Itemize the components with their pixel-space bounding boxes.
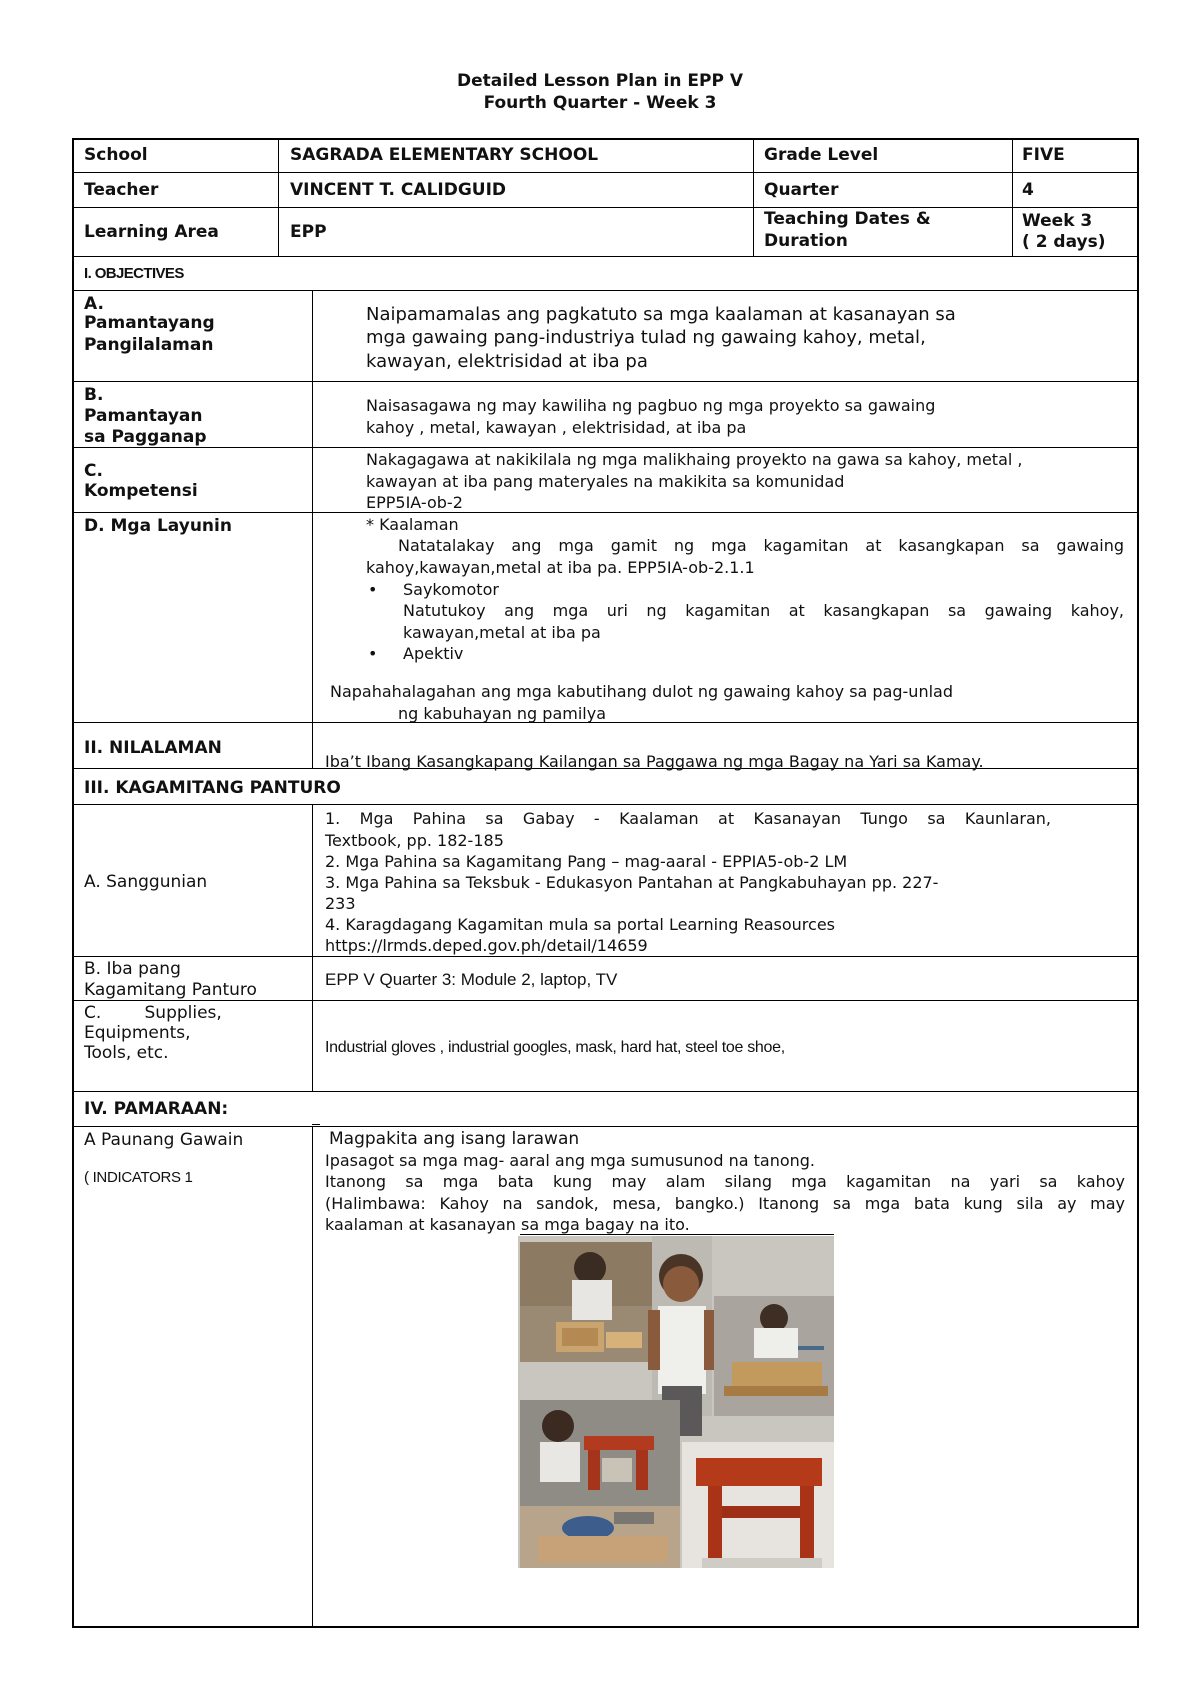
supplies-text: Industrial gloves , industrial googles, mask, hard hat, steel toe shoe, <box>325 1039 785 1056</box>
sanggunian-line-1: 1. Mga Pahina sa Gabay - Kaalaman at Kasanayan Tungo sa Kaunlaran, <box>325 809 1051 828</box>
paunang-gawain-label: A Paunang Gawain <box>84 1130 244 1150</box>
sanggunian-line-2: Textbook, pp. 182-185 <box>325 831 504 850</box>
quarter-value: 4 <box>1022 180 1034 200</box>
objective-b-label-3: sa Pagganap <box>84 427 207 447</box>
woodworking-photo-collage <box>518 1236 834 1568</box>
bullet-saykomotor: • <box>368 580 378 599</box>
sanggunian-line-3: 2. Mga Pahina sa Kagamitang Pang – mag-aaral - EPPIA5-ob-2 LM <box>325 852 848 871</box>
learning-area-label: Learning Area <box>84 222 219 242</box>
grade-level-value: FIVE <box>1022 145 1065 165</box>
objectives-heading: I. OBJECTIVES <box>84 265 184 282</box>
objective-b-label-2: Pamantayan <box>84 406 203 426</box>
indicators-label: ( INDICATORS 1 <box>84 1169 193 1186</box>
objective-b-text-2: kahoy , metal, kawayan , elektrisidad, at iba pa <box>366 418 747 437</box>
objective-a-text-3: kawayan, elektrisidad at iba pa <box>366 351 648 372</box>
pamaraan-line-1: Magpakita ang isang larawan <box>329 1129 580 1149</box>
objective-d-label: D. Mga Layunin <box>84 516 232 536</box>
teaching-dates-label-1: Teaching Dates & <box>764 209 931 229</box>
kaalaman-heading: * Kaalaman <box>366 515 459 534</box>
teaching-dates-value-2: ( 2 days) <box>1022 232 1106 252</box>
teacher-value: VINCENT T. CALIDGUID <box>290 180 507 200</box>
photo-top-rule <box>520 1234 834 1235</box>
apektiv-text-1: Napahahalagahan ang mga kabutihang dulot ng gawaing kahoy sa pag-unlad <box>330 682 953 701</box>
objective-c-text-2: kawayan at iba pang materyales na makikita sa komunidad <box>366 472 845 491</box>
sanggunian-line-5: 233 <box>325 894 356 913</box>
kaalaman-text-2: kahoy,kawayan,metal at iba pa. EPP5IA-ob-2.1.1 <box>366 558 755 577</box>
pamaraan-line-4: (Halimbawa: Kahoy na sandok, mesa, bangko.) Itanong sa mga bata kung sila ay may <box>325 1194 1125 1213</box>
objective-c-text-3: EPP5IA-ob-2 <box>366 493 463 512</box>
school-value: SAGRADA ELEMENTARY SCHOOL <box>290 145 599 165</box>
learning-area-value: EPP <box>290 222 327 242</box>
objective-a-text-1: Naipamamalas ang pagkatuto sa mga kaalaman at kasanayan sa <box>366 304 956 325</box>
pamaraan-heading: IV. PAMARAAN: <box>84 1099 229 1119</box>
sanggunian-line-6: 4. Karagdagang Kagamitan mula sa portal Learning Reasources <box>325 915 836 934</box>
sanggunian-link[interactable]: https://lrmds.deped.gov.ph/detail/14659 <box>325 936 648 955</box>
iba-pang-kagamitan-label-1: B. Iba pang <box>84 959 181 979</box>
iba-pang-kagamitan-label-2: Kagamitang Panturo <box>84 980 257 1000</box>
pamaraan-line-5: kaalaman at kasanayan sa mga bagay na ito. <box>325 1215 690 1234</box>
pamaraan-line-3: Itanong sa mga bata kung may alam silang mga kagamitan na yari sa kahoy <box>325 1172 1125 1191</box>
objective-c-text-1: Nakagagawa at nakikilala ng mga malikhaing proyekto na gawa sa kahoy, metal , <box>366 450 1023 469</box>
quarter-label: Quarter <box>764 180 839 200</box>
grade-level-label: Grade Level <box>764 145 879 165</box>
iba-pang-kagamitan-text: EPP V Quarter 3: Module 2, laptop, TV <box>325 970 618 989</box>
kagamitan-heading: III. KAGAMITANG PANTURO <box>84 778 341 798</box>
nilalaman-label: II. NILALAMAN <box>84 738 222 758</box>
objective-c-label-2: Kompetensi <box>84 481 198 501</box>
document-title: Detailed Lesson Plan in EPP V <box>456 71 744 91</box>
kaalaman-text-1: Natatalakay ang mga gamit ng mga kagamitan at kasangkapan sa gawaing <box>398 536 1124 555</box>
saykomotor-text-1: Natutukoy ang mga uri ng kagamitan at kasangkapan sa gawaing kahoy, <box>403 601 1124 620</box>
objective-b-label-1: B. <box>84 385 104 405</box>
objective-a-label-1: A. <box>84 294 104 314</box>
document-subtitle: Fourth Quarter - Week 3 <box>483 93 717 113</box>
nilalaman-text: Iba’t Ibang Kasangkapang Kailangan sa Paggawa ng mga Bagay na Yari sa Kamay. <box>325 752 984 771</box>
objective-a-label-3: Pangilalaman <box>84 335 214 355</box>
supplies-label-1: C. Supplies, <box>84 1003 222 1023</box>
school-label: School <box>84 145 148 165</box>
objective-c-label-1: C. <box>84 461 103 481</box>
objective-b-text-1: Naisasagawa ng may kawiliha ng pagbuo ng mga proyekto sa gawaing <box>366 396 936 415</box>
saykomotor-text-2: kawayan,metal at iba pa <box>403 623 601 642</box>
objective-a-label-2: Pamantayang <box>84 313 215 333</box>
supplies-label-3: Tools, etc. <box>84 1043 169 1063</box>
sanggunian-line-4: 3. Mga Pahina sa Teksbuk - Edukasyon Pantahan at Pangkabuhayan pp. 227- <box>325 873 939 892</box>
sanggunian-label: A. Sanggunian <box>84 872 208 892</box>
teaching-dates-label-2: Duration <box>764 231 848 251</box>
objective-a-text-2: mga gawaing pang-industriya tulad ng gawaing kahoy, metal, <box>366 327 926 348</box>
apektiv-text-2: ng kabuhayan ng pamilya <box>398 704 607 723</box>
teacher-label: Teacher <box>84 180 159 200</box>
apektiv-heading: Apektiv <box>403 644 464 663</box>
bullet-apektiv: • <box>368 644 378 663</box>
supplies-label-2: Equipments, <box>84 1023 191 1043</box>
pamaraan-line-2: Ipasagot sa mga mag- aaral ang mga sumusunod na tanong. <box>325 1151 816 1170</box>
saykomotor-heading: Saykomotor <box>403 580 499 599</box>
teaching-dates-value-1: Week 3 <box>1022 211 1093 231</box>
collage-illustration <box>518 1236 834 1568</box>
